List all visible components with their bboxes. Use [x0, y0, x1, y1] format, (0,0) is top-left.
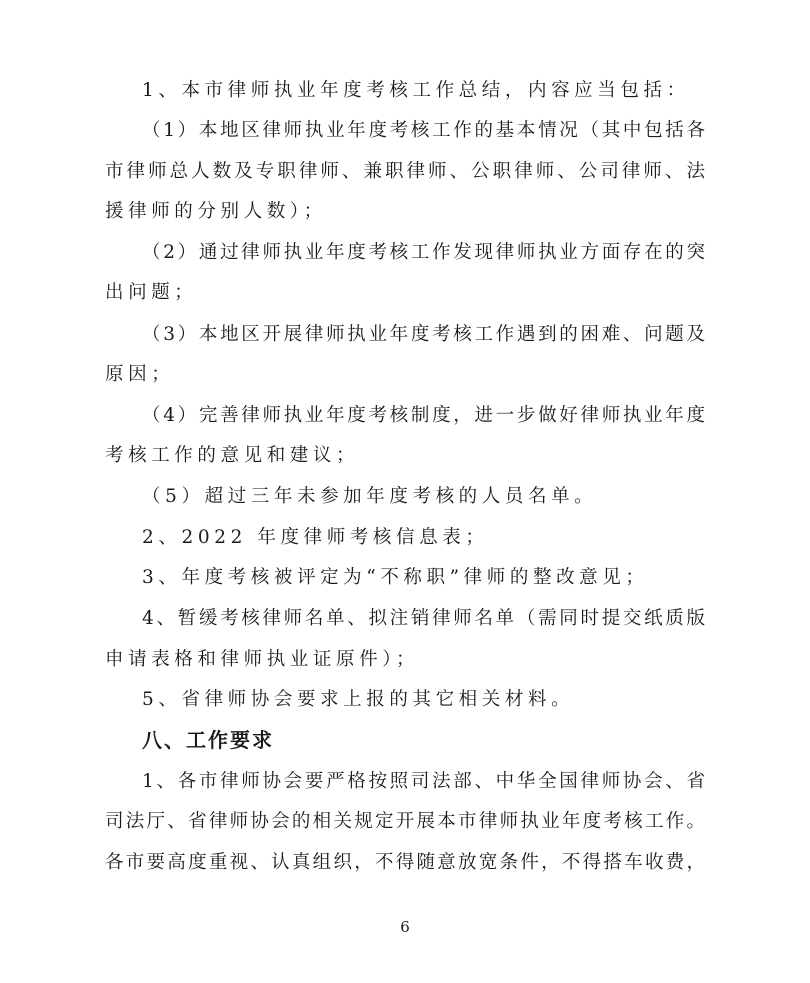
page-number: 6: [400, 918, 410, 936]
paragraph-line: 4、暂缓考核律师名单、拟注销律师名单（需同时提交纸质版: [142, 608, 705, 629]
paragraph-line: （1）本地区律师执业年度考核工作的基本情况（其中包括各: [142, 120, 705, 141]
paragraph-line: （3）本地区开展律师执业年度考核工作遇到的困难、问题及: [142, 324, 705, 345]
paragraph-line: （2）通过律师执业年度考核工作发现律师执业方面存在的突: [142, 242, 705, 263]
paragraph-line: 各市要高度重视、认真组织，不得随意放宽条件，不得搭车收费，: [105, 852, 705, 873]
paragraph-line: 1、各市律师协会要严格按照司法部、中华全国律师协会、省: [142, 771, 705, 792]
paragraph-line: 市律师总人数及专职律师、兼职律师、公职律师、公司律师、法: [105, 161, 705, 182]
paragraph-line: 考核工作的意见和建议；: [105, 445, 360, 466]
paragraph-line: 1、本市律师执业年度考核工作总结，内容应当包括：: [142, 80, 690, 101]
paragraph-line: 5、省律师协会要求上报的其它相关材料。: [142, 689, 575, 710]
paragraph-line: 原因；: [105, 364, 175, 385]
paragraph-line: 2、2022 年度律师考核信息表；: [142, 527, 489, 548]
paragraph-line: 出问题；: [105, 282, 198, 303]
paragraph-line: 司法厅、省律师协会的相关规定开展本市律师执业年度考核工作。: [105, 811, 705, 832]
paragraph-line: （5）超过三年未参加年度考核的人员名单。: [142, 486, 598, 507]
paragraph-line: （4）完善律师执业年度考核制度，进一步做好律师执业年度: [142, 405, 705, 426]
paragraph-line: 3、年度考核被评定为“不称职”律师的整改意见；: [142, 567, 649, 588]
paragraph-line: 申请表格和律师执业证原件）；: [105, 649, 420, 670]
paragraph-line: 援律师的分别人数）；: [105, 201, 327, 222]
section-heading: 八、工作要求: [142, 728, 274, 752]
